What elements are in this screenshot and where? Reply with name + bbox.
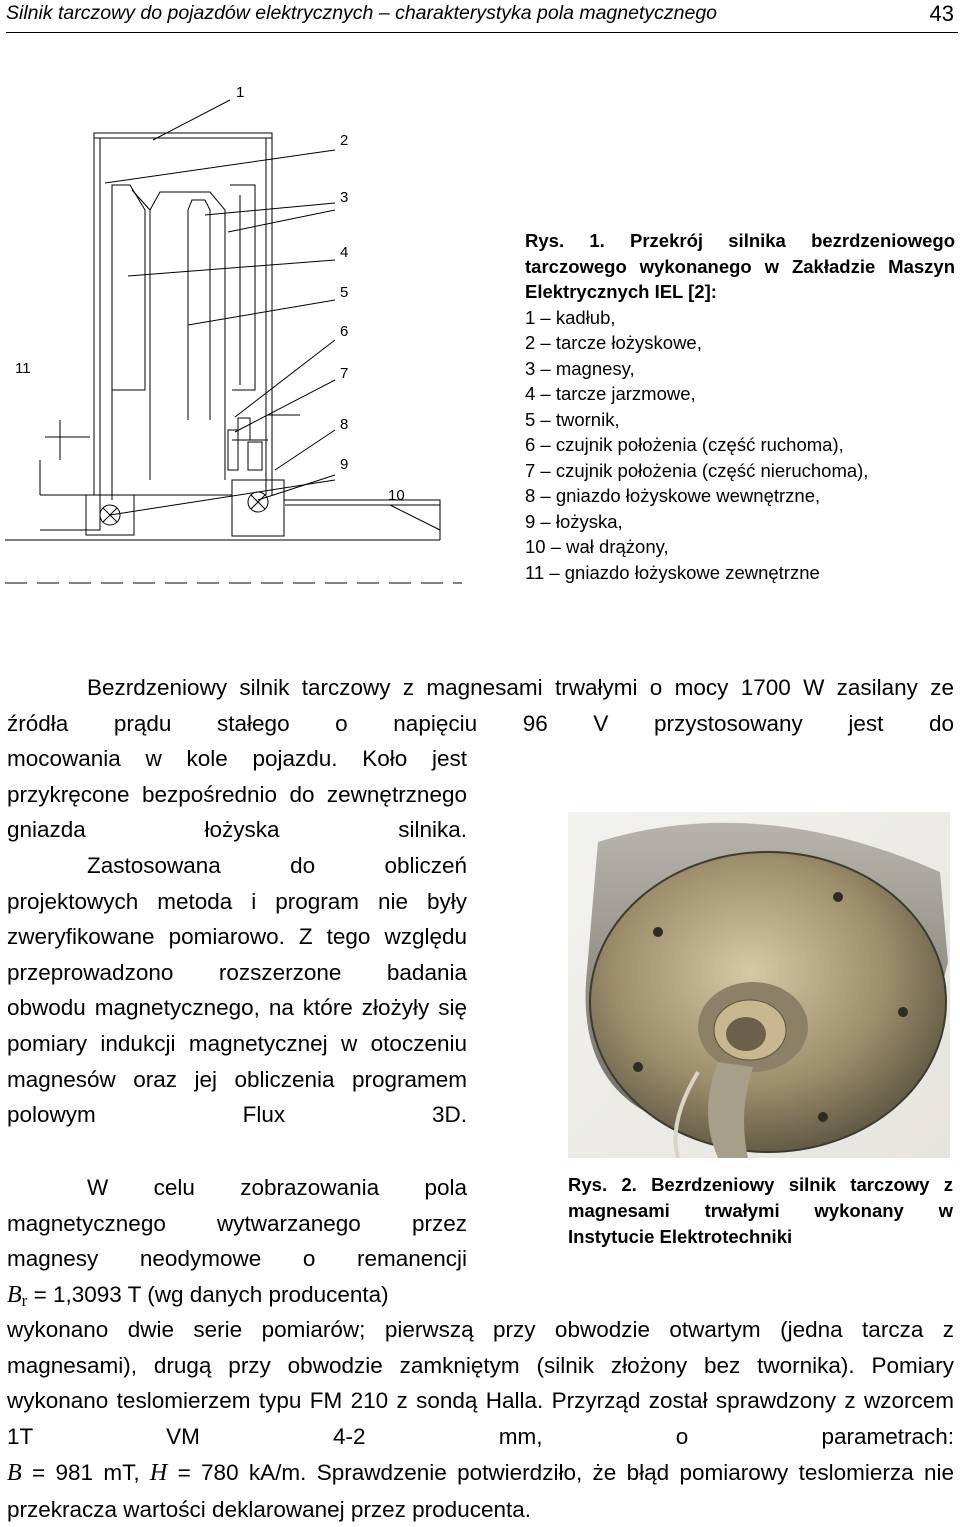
callout-8: 8 (340, 416, 349, 433)
figure-1-legend-item: 8 – gniazdo łożyskowe wewnętrzne, (525, 485, 821, 506)
paragraph-3-full-width: wykonano dwie serie pomiarów; pierwszą przy obwodzie otwartym (jedna tarcza z magnesami), drugą przy obwodzie zamkniętym (silnik złożony bez twornika). Pomiary wykonano teslomierzem typu FM 210 z sondą Halla. Przyrząd został sprawdzony z wzorcem 1T VM 4-2 mm, o parametrach: (7, 1317, 954, 1449)
callout-9: 9 (340, 456, 349, 473)
header-title: Silnik tarczowy do pojazdów elektrycznych – charakterystyka pola magnetycznego (6, 2, 718, 24)
callout-6: 6 (340, 323, 349, 340)
callout-4: 4 (340, 244, 349, 261)
callout-5: 5 (340, 284, 349, 301)
figure-2-caption: Rys. 2. Bezrdzeniowy silnik tarczowy z magnesami trwałymi wykonany w Instytucie Elektrotechniki (568, 1174, 953, 1247)
callout-10: 10 (388, 487, 405, 504)
paragraph-1-full-width: Bezrdzeniowy silnik tarczowy z magnesami trwałymi o mocy 1700 W zasilany ze źródła prądu stałego o napięciu 96 V przystosowany jest do (7, 675, 954, 736)
figure-1-legend-item: 1 – kadłub, (525, 306, 616, 328)
page-number: 43 (929, 1, 954, 26)
remanence-value: = 1,3093 T (wg danych producenta) (27, 1282, 389, 1307)
value-H: = 780 kA/m. Sprawdzenie potwierdziło, że błąd pomiarowy teslomierza nie przekracza wartości deklarowanej przez producenta. (7, 1460, 954, 1522)
figure-1-legend-item: 9 – łożyska, (525, 510, 623, 532)
callout-7: 7 (340, 365, 349, 382)
figure-1-legend-item: 3 – magnesy, (525, 357, 635, 379)
figure-1-legend-item: 2 – tarcze łożyskowe, (525, 332, 702, 353)
paragraph-3-narrow: W celu zobrazowania pola magnetycznego wytwarzanego przez magnesy neodymowe o remanencji (7, 1175, 467, 1272)
motor-cross-section-diagram (0, 60, 470, 600)
figure-1-caption-lead: Rys. 1. Przekrój silnika bezrdzeniowego tarczowego wykonanego w Zakładzie Maszyn Elektrycznych IEL [2]: (525, 230, 955, 302)
callout-1: 1 (236, 84, 245, 101)
figure-1-legend-item: 5 – twornik, (525, 408, 620, 430)
running-header (6, 0, 958, 33)
symbol-subscript-r: r (21, 1291, 28, 1310)
figure-1-legend-list (525, 305, 955, 586)
figure-1-caption (525, 228, 955, 585)
figure-1-legend-item: 6 – czujnik położenia (część ruchoma), (525, 434, 844, 455)
symbol-B: B (7, 1460, 22, 1486)
figure-1-legend-item: 10 – wał drążony, (525, 536, 669, 557)
figure-1-legend-item: 4 – tarcze jarzmowe, (525, 383, 696, 404)
paragraph-3-final (7, 1455, 954, 1527)
callout-3: 3 (340, 189, 349, 206)
callout-11: 11 (15, 360, 31, 377)
symbol-B-remanence: B (7, 1282, 22, 1308)
motor-photo (568, 812, 950, 1158)
paragraph-2: Zastosowana do obliczeń projektowych metoda i program nie były zweryfikowane pomiarowo. Z tego względu przeprowadzono rozszerzone badania obwodu magnetycznego, na które złożyły się pomiary indukcji magnetycznej w otoczeniu magnesów oraz jej obliczenia programem polowym Flux 3D. (7, 853, 467, 1128)
symbol-H: H (149, 1460, 168, 1486)
callout-2: 2 (340, 132, 349, 149)
figure-1-legend-item: 11 – gniazdo łożyskowe zewnętrzne (525, 561, 820, 583)
paragraph-1-narrow: mocowania w kole pojazdu. Koło jest przykręcone bezpośrednio do zewnętrznego gniazda łożyska silnika. (7, 746, 467, 843)
figure-1-legend-item: 7 – czujnik położenia (część nieruchoma), (525, 459, 869, 481)
value-B: = 981 mT, (21, 1460, 150, 1485)
